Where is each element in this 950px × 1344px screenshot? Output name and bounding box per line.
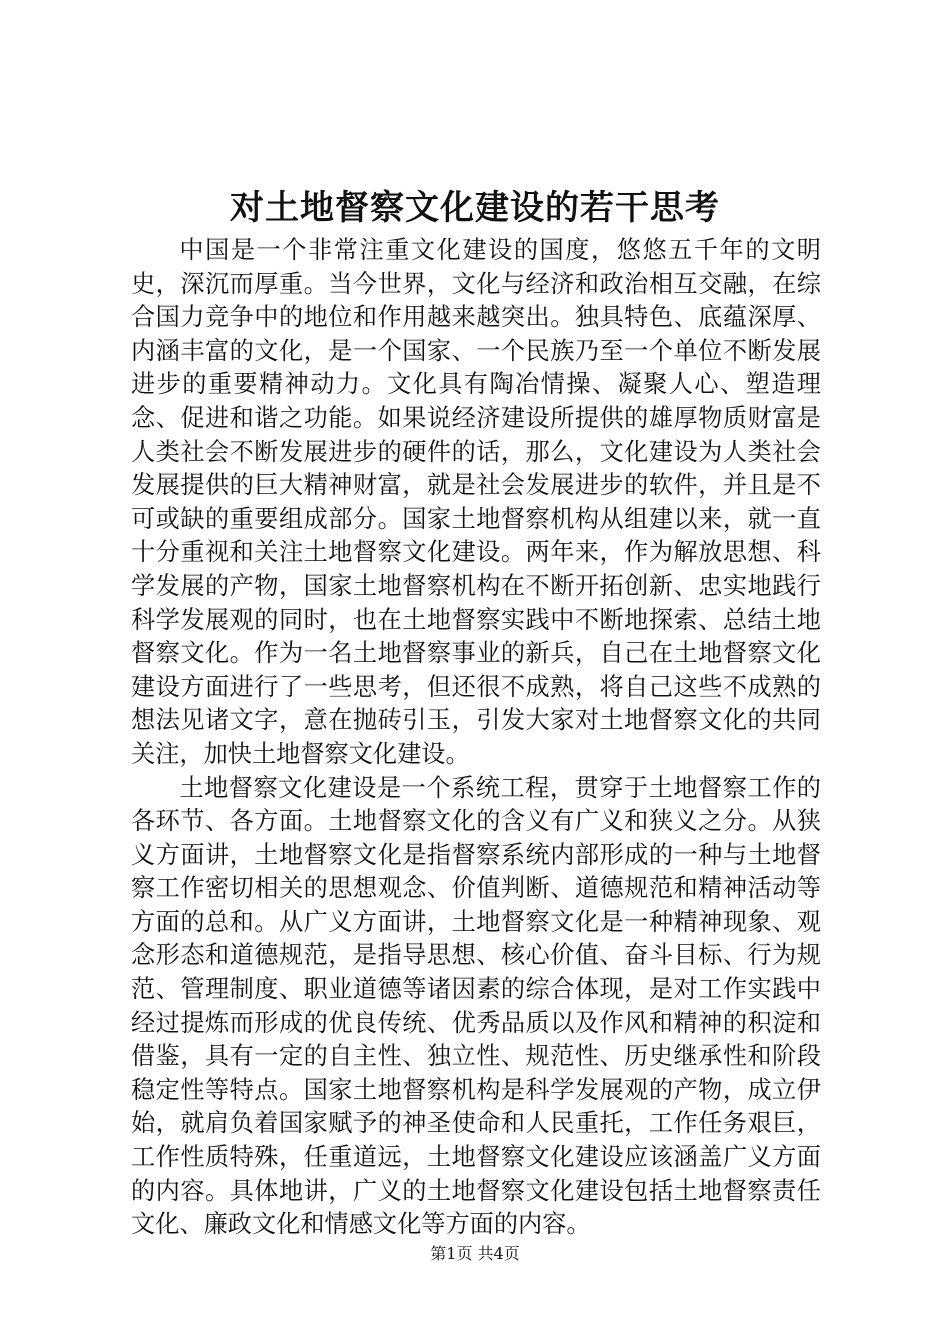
document-body (131, 234, 821, 1242)
paragraph-2: 土地督察文化建设是一个系统工程，贯穿于土地督察工作的各环节、各方面。土地督察文化的含义有广义和狭义之分。从狭义方面讲，土地督察文化是指督察系统内部形成的一种与土地督察工作密切相关的思想观念、价值判断、道德规范和精神活动等方面的总和。从广义方面讲，土地督察文化是一种精神现象、观念形态和道德规范，是指导思想、核心价值、奋斗目标、行为规范、管理制度、职业道德等诸因素的综合体现，是对工作实践中经过提炼而形成的优良传统、优秀品质以及作风和精神的积淀和借鉴，具有一定的自主性、独立性、规范性、历史继承性和阶段稳定性等特点。国家土地督察机构是科学发展观的产物，成立伊始，就肩负着国家赋予的神圣使命和人民重托，工作任务艰巨，工作性质特殊，任重道远，土地督察文化建设应该涵盖广义方面的内容。具体地讲，广义的土地督察文化建设包括土地督察责任文化、廉政文化和情感文化等方面的内容。 (131, 773, 821, 1239)
page-number-footer: 第1页 共4页 (430, 1244, 520, 1263)
document-title: 对土地督察文化建设的若干思考 (230, 188, 720, 228)
paragraph-1: 中国是一个非常注重文化建设的国度，悠悠五千年的文明史，深沉而厚重。当今世界，文化与经济和政治相互交融，在综合国力竞争中的地位和作用越来越突出。独具特色、底蕴深厚、内涵丰富的文化，是一个国家、一个民族乃至一个单位不断发展进步的重要精神动力。文化具有陶冶情操、凝聚人心、塑造理念、促进和谐之功能。如果说经济建设所提供的雄厚物质财富是人类社会不断发展进步的硬件的话，那么，文化建设为人类社会发展提供的巨大精神财富，就是社会发展进步的软件，并且是不可或缺的重要组成部分。国家土地督察机构从组建以来，就一直十分重视和关注土地督察文化建设。两年来，作为解放思想、科学发展的产物，国家土地督察机构在不断开拓创新、忠实地践行科学发展观的同时，也在土地督察实践中不断地探索、总结土地督察文化。作为一名土地督察事业的新兵，自己在土地督察文化建设方面进行了一些思考，但还很不成熟，将自己这些不成熟的想法见诸文字，意在抛砖引玉，引发大家对土地督察文化的共同关注，加快土地督察文化建设。 (131, 236, 821, 768)
